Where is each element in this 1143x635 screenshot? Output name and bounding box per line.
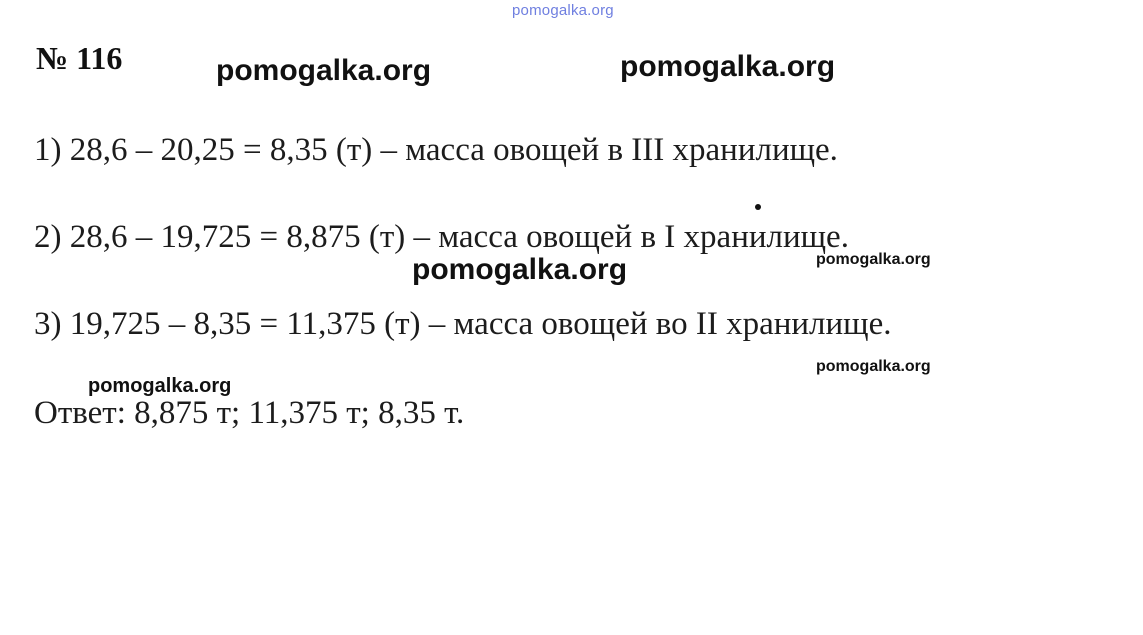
stray-dot — [755, 204, 761, 210]
top-watermark: pomogalka.org — [512, 2, 614, 19]
problem-number: № 116 — [36, 40, 123, 76]
solution-step-1: 1) 28,6 – 20,25 = 8,35 (т) – масса овощей в III хранилище. — [34, 132, 838, 168]
answer-line: Ответ: 8,875 т; 11,375 т; 8,35 т. — [34, 395, 465, 431]
watermark-right-small-1: pomogalka.org — [816, 251, 931, 268]
solution-step-3: 3) 19,725 – 8,35 = 11,375 (т) – масса овощей во II хранилище. — [34, 306, 892, 342]
watermark-right-small-2: pomogalka.org — [816, 358, 931, 375]
watermark-middle: pomogalka.org — [412, 253, 628, 286]
watermark-header-left: pomogalka.org — [216, 54, 432, 87]
watermark-left-small: pomogalka.org — [88, 375, 232, 397]
solution-step-2: 2) 28,6 – 19,725 = 8,875 (т) – масса овощей в I хранилище. — [34, 219, 849, 255]
watermark-header-right: pomogalka.org — [620, 50, 836, 83]
